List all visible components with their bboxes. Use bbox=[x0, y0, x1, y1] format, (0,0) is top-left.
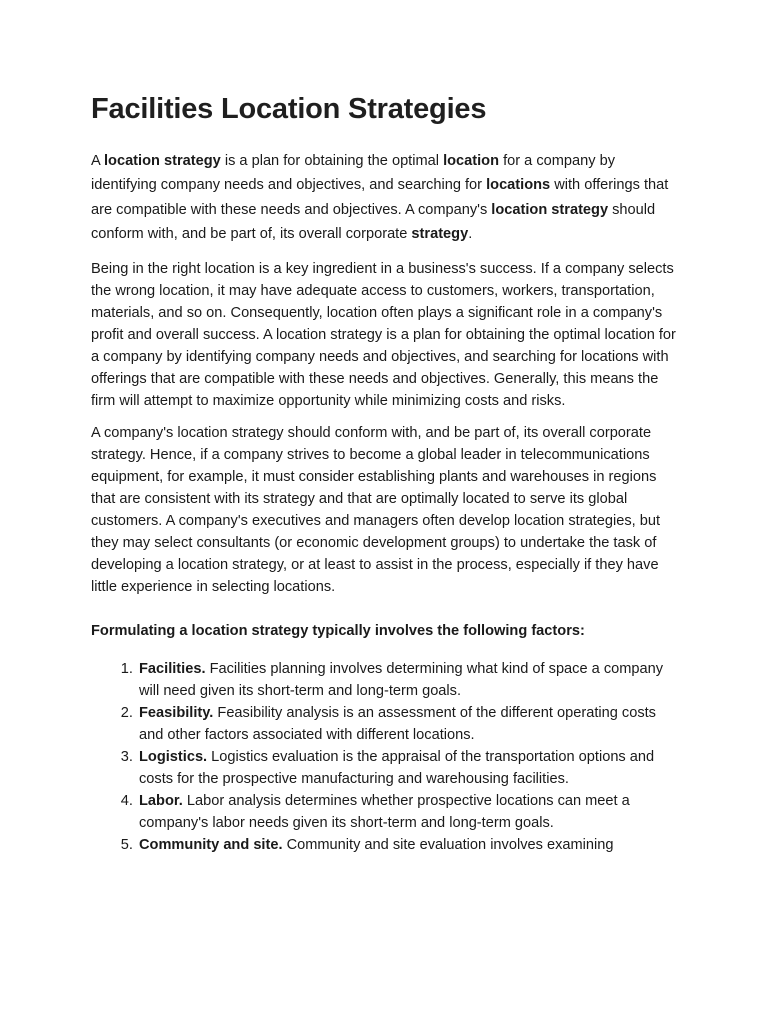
intro-text-6: . bbox=[468, 226, 473, 243]
intro-text-5: should conform with, and be part of, its overall corporate bbox=[91, 201, 656, 243]
factor-term: Community and site. bbox=[139, 836, 283, 853]
list-item bbox=[137, 658, 681, 702]
intro-text-1: A bbox=[91, 152, 104, 169]
factor-text: Feasibility analysis is an assessment of the different operating costs and other factors associated with different locations. bbox=[139, 704, 656, 743]
intro-paragraph bbox=[91, 149, 681, 247]
factor-text: Logistics evaluation is the appraisal of the transportation options and costs for the prospective manufacturing and warehousing facilities. bbox=[139, 748, 655, 787]
intro-bold-2: location bbox=[443, 152, 500, 169]
factor-term: Labor. bbox=[139, 792, 183, 809]
factors-list bbox=[91, 658, 681, 856]
list-item bbox=[137, 702, 681, 746]
intro-text-4: with offerings that are compatible with these needs and objectives. A company's bbox=[91, 177, 669, 218]
intro-bold-3: locations bbox=[486, 177, 551, 194]
intro-text-2: is a plan for obtaining the optimal bbox=[220, 152, 444, 169]
body-paragraph-3: A company's location strategy should conform with, and be part of, its overall corporate strategy. Hence, if a company strives to become a global leader in telecommunications equipment, for example, it must consider establishing plants and warehouses in regions that are consistent with its strategy and that are optimally located to serve its global customers. A company's executives and managers often develop location strategies, but they may select consultants (or economic development groups) to undertake the task of developing a location strategy, or at least to assist in the process, especially if they have little experience in selecting locations. bbox=[91, 424, 661, 595]
page-title: Facilities Location Strategies bbox=[91, 93, 487, 125]
intro-bold-4: location strategy bbox=[491, 201, 609, 218]
factor-text: Facilities planning involves determining what kind of space a company will need given its short-term and long-term goals. bbox=[139, 660, 664, 699]
intro-bold-1: location strategy bbox=[103, 152, 221, 169]
intro-bold-5: strategy bbox=[411, 226, 469, 243]
intro-text-3: for a company by identifying company needs and objectives, and searching for bbox=[91, 152, 616, 194]
document-body bbox=[91, 92, 681, 856]
factor-term: Feasibility. bbox=[139, 704, 214, 721]
list-item bbox=[137, 834, 681, 856]
body-paragraph-2: Being in the right location is a key ingredient in a business's success. If a company selects the wrong location, it may have adequate access to customers, workers, transportation, materials, and so on. Consequently, location often plays a significant role in a company's profit and overall success. A location strategy is a plan for obtaining the optimal location for a company by identifying company needs and objectives, and searching for locations with offerings that are compatible with these needs and objectives. Generally, this means the firm will attempt to maximize opportunity while minimizing costs and risks. bbox=[91, 260, 676, 409]
factor-text: Community and site evaluation involves examining bbox=[282, 836, 614, 853]
factors-heading: Formulating a location strategy typically involves the following factors: bbox=[91, 622, 585, 639]
list-item bbox=[137, 790, 681, 834]
factor-text: Labor analysis determines whether prospective locations can meet a company's labor needs given its short-term and long-term goals. bbox=[139, 792, 630, 831]
factor-term: Logistics. bbox=[139, 748, 208, 765]
list-item bbox=[137, 746, 681, 790]
factor-term: Facilities. bbox=[139, 660, 206, 677]
